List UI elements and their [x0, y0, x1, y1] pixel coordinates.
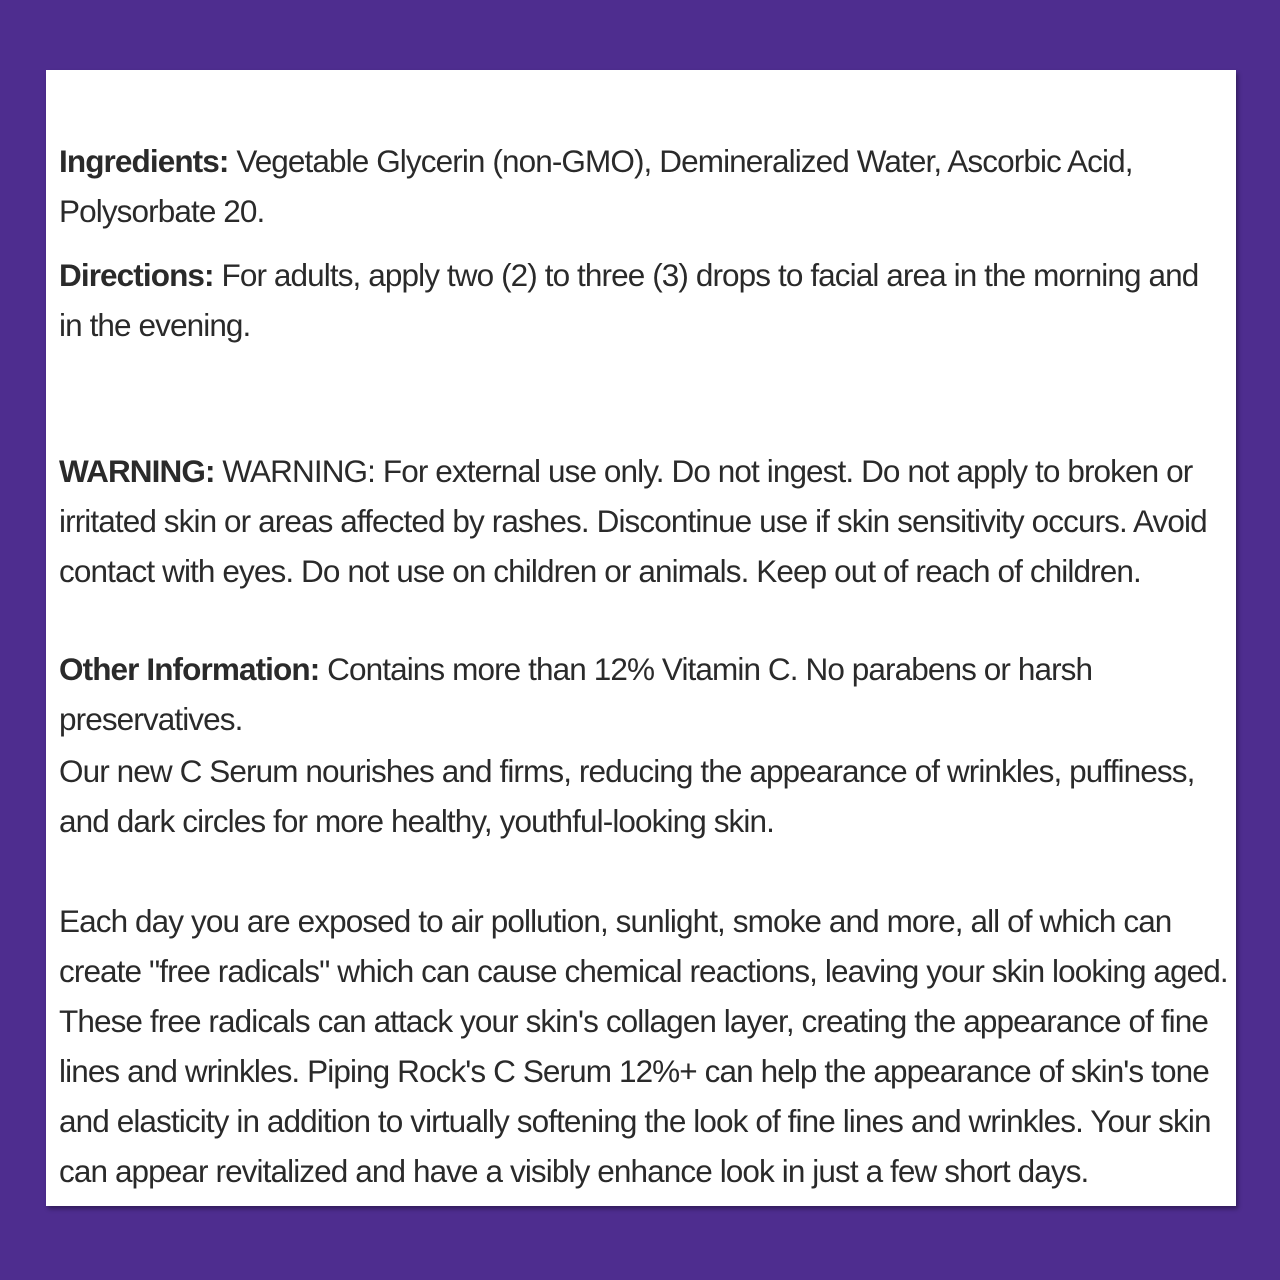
other-information-paragraph	[59, 644, 1228, 744]
warning-text: WARNING: For external use only. Do not ingest. Do not apply to broken or irritated skin or areas affected by rashes. Discontinue use if skin sensitivity occurs. Avoid contact with eyes. Do not use on children or animals. Keep out of reach of children.	[59, 453, 1207, 589]
serum-description-paragraph: Our new C Serum nourishes and firms, reducing the appearance of wrinkles, puffiness, and dark circles for more healthy, youthful-looking skin.	[59, 753, 1195, 839]
daily-exposure-paragraph: Each day you are exposed to air pollution, sunlight, smoke and more, all of which can create "free radicals" which can cause chemical reactions, leaving your skin looking aged. These free radicals can attack your skin's collagen layer, creating the appearance of fine lines and wrinkles. Piping Rock's C Serum 12%+ can help the appearance of skin's tone and elasticity in addition to virtually softening the look of fine lines and wrinkles. Your skin can appear revitalized and have a visibly enhance look in just a few short days.	[59, 903, 1228, 1189]
warning-paragraph	[59, 446, 1228, 596]
other-information-label: Other Information:	[59, 651, 320, 687]
directions-paragraph	[59, 250, 1228, 350]
other-information-text: Contains more than 12% Vitamin C. No parabens or harsh preservatives.	[59, 651, 1093, 737]
ingredients-paragraph	[59, 136, 1228, 236]
directions-label: Directions:	[59, 257, 214, 293]
ingredients-text: Vegetable Glycerin (non-GMO), Demineralized Water, Ascorbic Acid, Polysorbate 20.	[59, 143, 1133, 229]
warning-label: WARNING:	[59, 453, 215, 489]
directions-text: For adults, apply two (2) to three (3) drops to facial area in the morning and in the evening.	[59, 257, 1199, 343]
ingredients-label: Ingredients:	[59, 143, 229, 179]
product-info-panel	[46, 70, 1236, 1206]
